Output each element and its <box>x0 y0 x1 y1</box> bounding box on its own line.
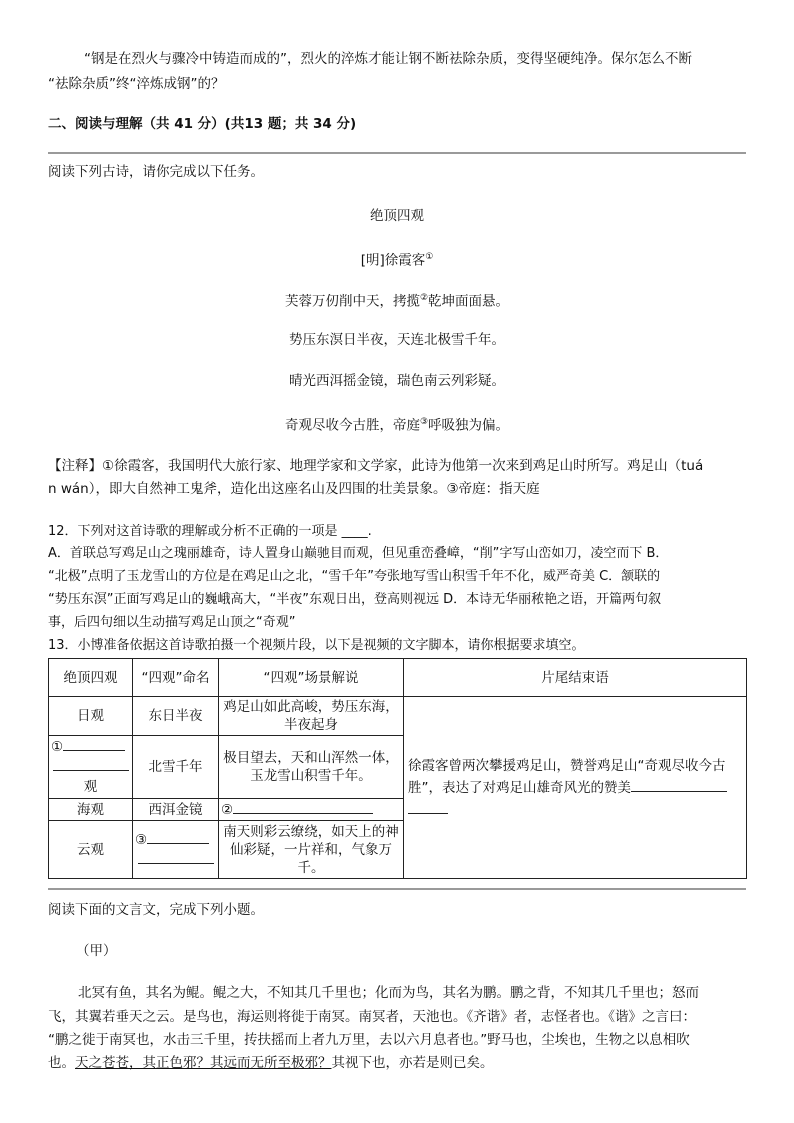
ending-answer-blank[interactable] <box>631 791 727 792</box>
classical-instruction: 阅读下面的文言文，完成下列小题。 <box>48 902 264 918</box>
passage-line-3: “鹏之徙于南冥也，水击三千里，抟扶摇而上者九万里，去以六月息者也。”野马也，尘埃也，生物之以息相吹 <box>48 1032 690 1048</box>
cell-description <box>219 799 404 821</box>
passage-line-4a: 也。 <box>48 1055 75 1071</box>
header-ending: 片尾结束语 <box>404 659 747 697</box>
q12-stem: 12．下列对这首诗歌的理解或分析不正确的一项是 ____. <box>48 524 372 539</box>
poem-line-3: 晴光西洱摇金镜，瑞色南云列彩疑。 <box>289 373 505 389</box>
blank-3-mark: ③ <box>135 831 148 848</box>
poem-line-2: 势压东溟日半夜，天连北极雪千年。 <box>289 332 505 348</box>
video-script-table <box>48 658 747 879</box>
poem-author-text: [明]徐霞客 <box>360 252 426 269</box>
cell-name: 北雪千年 <box>133 736 219 799</box>
poem-line-1 <box>0 287 794 313</box>
q12-option-line-4: 事，后四句细以生动描写鸡足山顶之“奇观” <box>48 615 296 630</box>
cell-description: 鸡足山如此高峻，势压东海，半夜起身 <box>219 697 404 736</box>
divider-top <box>48 152 746 154</box>
passage-underlined-sentence: 天之苍苍，其正色邪？其远而无所至极邪？ <box>75 1055 332 1071</box>
poem-note-line-1: 【注释】①徐霞客，我国明代大旅行家、地理学家和文学家，此诗为他第一次来到鸡足山时所写。鸡足山（tuá <box>48 458 704 474</box>
table-row <box>49 697 747 736</box>
blank-2-mark: ② <box>221 801 234 818</box>
blank-3[interactable] <box>147 843 209 844</box>
cell-name: 西洱金镜 <box>133 799 219 821</box>
poem-line-1-mark: ② <box>419 293 429 303</box>
poem-instruction: 阅读下列古诗，请你完成以下任务。 <box>48 164 264 180</box>
cell-description: 南天则彩云缭绕，如天上的神仙彩疑，一片祥和，气象万千。 <box>219 821 404 879</box>
poem-line-1b: 乾坤面面悬。 <box>428 293 510 310</box>
cell-view <box>49 736 133 799</box>
passage-line-4 <box>48 1052 494 1074</box>
poem-line-4 <box>0 411 794 437</box>
cell-name: 东日半夜 <box>133 697 219 736</box>
poem-line-1a: 芙蓉万仞削中天，拷揽 <box>284 293 420 310</box>
poem-line-4-mark: ③ <box>419 417 429 427</box>
q13-stem: 13．小博准备依据这首诗歌拍摄一个视频片段，以下是视频的文字脚本，请你根据要求填空。 <box>48 638 585 653</box>
poem-line-4b: 呼吸独为偏。 <box>428 417 510 434</box>
divider-bottom <box>48 888 746 890</box>
poem-author-mark: ① <box>425 252 434 262</box>
poem-author <box>0 246 794 272</box>
passage-line-2: 飞，其翼若垂天之云。是鸟也，海运则将徙于南冥。南冥者，天池也。《齐谐》者，志怪者也。《谐》之言曰： <box>48 1009 696 1025</box>
poem-title: 绝顶四观 <box>370 208 424 224</box>
blank-1-continued[interactable] <box>53 770 129 771</box>
passage-line-4b: 其视下也，亦若是则已矣。 <box>331 1055 494 1071</box>
table-header-row <box>49 659 747 697</box>
passage-label: （甲） <box>76 943 117 959</box>
passage-line-1: 北冥有鱼，其名为鲲。鲲之大，不知其几千里也；化而为鸟，其名为鹏。鹏之背，不知其几千里也；怒而 <box>78 985 699 1001</box>
cell-ending <box>404 697 747 879</box>
section-heading: 二、阅读与理解（共 41 分）(共13 题；共 34 分) <box>48 116 357 132</box>
ending-answer-blank-continued[interactable] <box>408 813 448 814</box>
blank-3-continued[interactable] <box>138 863 214 864</box>
poem-line-4a: 奇观尽收今古胜，帝庭 <box>284 417 420 434</box>
q12-option-line-2: “北极”点明了玉龙雪山的方位是在鸡足山之北，“雪千年”夸张地写雪山积雪千年不化，威严奇美 C．颔联的 <box>48 569 661 584</box>
cell-description: 极目望去，天和山浑然一体，玉龙雪山积雪千年。 <box>219 736 404 799</box>
q12-option-line-3: “势压东溟”正面写鸡足山的巍峨高大，“半夜”东观日出，登高则视远 D．本诗无华丽秾艳之语，开篇两句叙 <box>48 592 662 607</box>
poem-note-line-2: n wán），即大自然神工鬼斧，造化出这座名山及四围的壮美景象。③帝庭：指天庭 <box>48 481 540 497</box>
header-name: “四观”命名 <box>133 659 219 697</box>
cell-view-suffix: 观 <box>83 779 98 795</box>
ending-text: 徐霞客曾两次攀援鸡足山，赞誉鸡足山“奇观尽收今古胜”，表达了对鸡足山雄奇风光的赞美 <box>408 757 726 796</box>
q12-option-line-1: A．首联总写鸡足山之瑰丽雄奇，诗人置身山巅驰目而观，但见重峦叠嶂，“削”字写山峦如刀，凌空而下 B． <box>48 546 669 561</box>
cell-view: 日观 <box>49 697 133 736</box>
blank-1[interactable] <box>63 750 125 751</box>
header-view: 绝顶四观 <box>49 659 133 697</box>
intro-line-1: “钢是在烈火与骤冷中铸造而成的”，烈火的淬炼才能让钢不断祛除杂质，变得坚硬纯净。保尔怎么不断 <box>84 51 692 67</box>
cell-name <box>133 821 219 879</box>
blank-2[interactable] <box>233 813 373 814</box>
header-description: “四观”场景解说 <box>219 659 404 697</box>
blank-1-mark: ① <box>51 739 64 755</box>
intro-line-2: “祛除杂质”终“淬炼成钢”的？ <box>48 76 225 92</box>
cell-view: 海观 <box>49 799 133 821</box>
cell-view: 云观 <box>49 821 133 879</box>
